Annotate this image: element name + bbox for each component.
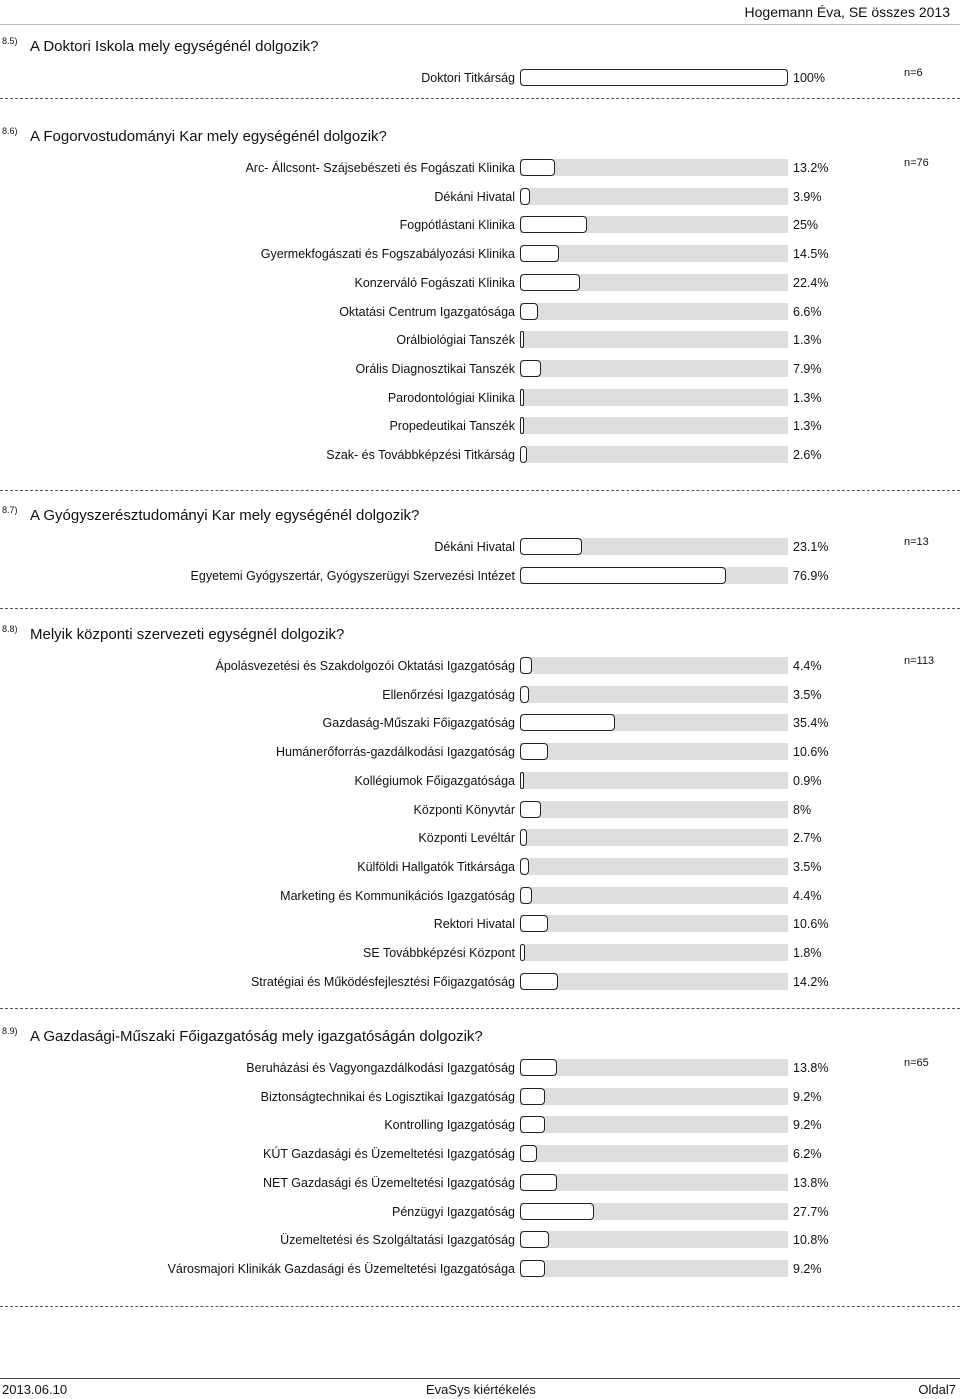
bar	[520, 1088, 545, 1105]
bar	[520, 973, 558, 990]
bar-row	[0, 685, 960, 705]
bar-value-label: 10.8%	[793, 1233, 829, 1247]
bar	[520, 1059, 557, 1076]
bar-value-label: 2.6%	[793, 448, 822, 462]
bar	[520, 245, 559, 262]
bar-track	[520, 714, 788, 731]
report-title: Hogemann Éva, SE összes 2013	[744, 4, 950, 20]
bar-track	[520, 743, 788, 760]
bar-value-label: 9.2%	[793, 1090, 822, 1104]
bar	[520, 360, 541, 377]
bar	[520, 446, 527, 463]
bar-category-label: Orálbiológiai Tanszék	[396, 333, 515, 347]
bar	[520, 417, 524, 434]
bar-value-label: 9.2%	[793, 1262, 822, 1276]
bar	[520, 1203, 594, 1220]
footer-rule	[0, 1378, 960, 1379]
bar	[520, 743, 548, 760]
sample-size: n=113	[904, 655, 935, 667]
bar-row	[0, 1259, 960, 1279]
bar-category-label: Arc- Állcsont- Szájsebészeti és Fogászati Klinika	[245, 161, 515, 175]
bar-row	[0, 244, 960, 264]
bar-row	[0, 537, 960, 557]
bar-category-label: Oktatási Centrum Igazgatósága	[339, 305, 515, 319]
bar	[520, 944, 525, 961]
bar-category-label: Kontrolling Igazgatóság	[384, 1118, 515, 1132]
bar-value-label: 1.3%	[793, 333, 822, 347]
bar-category-label: Stratégiai és Működésfejlesztési Főigazgatóság	[250, 975, 515, 989]
bar-track	[520, 1088, 788, 1105]
bar-category-label: Gyermekfogászati és Fogszabályozási Klinika	[260, 247, 515, 261]
bar-value-label: 3.5%	[793, 688, 822, 702]
bar-row	[0, 302, 960, 322]
sample-size: n=13	[904, 536, 929, 548]
bar-category-label: Biztonságtechnikai és Logisztikai Igazgatóság	[260, 1090, 515, 1104]
bar-category-label: Központi Levéltár	[418, 831, 515, 845]
section-divider	[0, 1008, 960, 1009]
bar-row	[0, 359, 960, 379]
bar-category-label: Fogpótlástani Klinika	[399, 218, 515, 232]
bar-track	[520, 446, 788, 463]
bar	[520, 801, 541, 818]
bar	[520, 331, 524, 348]
bar-value-label: 9.2%	[793, 1118, 822, 1132]
bar	[520, 216, 587, 233]
bar-track	[520, 360, 788, 377]
bar	[520, 1145, 537, 1162]
bar	[520, 1174, 557, 1191]
bar-row	[0, 1087, 960, 1107]
footer-date: 2013.06.10	[2, 1382, 68, 1397]
question-number: 8.5)	[2, 36, 18, 46]
bar-row	[0, 800, 960, 820]
bar-track	[520, 538, 788, 555]
bar-track	[520, 1231, 788, 1248]
bar	[520, 714, 615, 731]
bar-value-label: 27.7%	[793, 1205, 829, 1219]
bar-category-label: NET Gazdasági és Üzemeltetési Igazgatóság	[263, 1176, 515, 1190]
bar-category-label: Városmajori Klinikák Gazdasági és Üzemeltetési Igazgatósága	[167, 1262, 515, 1276]
bar-category-label: SE Továbbképzési Központ	[363, 946, 515, 960]
bar	[520, 159, 555, 176]
question-number: 8.9)	[2, 1026, 18, 1036]
bar-value-label: 23.1%	[793, 540, 829, 554]
bar-value-label: 13.8%	[793, 1061, 829, 1075]
bar-category-label: Szak- és Továbbképzési Titkárság	[326, 448, 515, 462]
bar-track	[520, 303, 788, 320]
bar-row	[0, 914, 960, 934]
bar-track	[520, 245, 788, 262]
bar-row	[0, 1173, 960, 1193]
bar	[520, 1260, 545, 1277]
bar-row	[0, 828, 960, 848]
bar-value-label: 10.6%	[793, 745, 829, 759]
bar-track	[520, 417, 788, 434]
footer-center: EvaSys kiértékelés	[426, 1382, 536, 1397]
bar-value-label: 10.6%	[793, 917, 829, 931]
bar-track	[520, 686, 788, 703]
bar-row	[0, 713, 960, 733]
bar-track	[520, 829, 788, 846]
bar-track	[520, 915, 788, 932]
bar-row	[0, 273, 960, 293]
bar	[520, 538, 582, 555]
bar-track	[520, 1174, 788, 1191]
bar-row	[0, 215, 960, 235]
bar	[520, 915, 548, 932]
bar-track	[520, 657, 788, 674]
bar-track	[520, 159, 788, 176]
bar-category-label: Marketing és Kommunikációs Igazgatóság	[280, 889, 515, 903]
bar-track	[520, 389, 788, 406]
bar-row	[0, 857, 960, 877]
bar-track	[520, 973, 788, 990]
bar-row	[0, 771, 960, 791]
bar	[520, 69, 788, 86]
question-number: 8.6)	[2, 126, 18, 136]
bar-row	[0, 388, 960, 408]
bar-track	[520, 1059, 788, 1076]
question-title: Melyik központi szervezeti egységnél dolgozik?	[30, 626, 345, 643]
bar-track	[520, 274, 788, 291]
bar-value-label: 6.2%	[793, 1147, 822, 1161]
bar-category-label: Parodontológiai Klinika	[387, 391, 515, 405]
bar	[520, 1231, 549, 1248]
bar-track	[520, 331, 788, 348]
bar-value-label: 13.2%	[793, 161, 829, 175]
sample-size: n=6	[904, 67, 923, 79]
bar-track	[520, 858, 788, 875]
bar-value-label: 1.3%	[793, 391, 822, 405]
bar-value-label: 1.8%	[793, 946, 822, 960]
bar-track	[520, 216, 788, 233]
bar-category-label: Kollégiumok Főigazgatósága	[354, 774, 515, 788]
bar-row	[0, 1115, 960, 1135]
bar-row	[0, 416, 960, 436]
bar	[520, 389, 524, 406]
bar-value-label: 7.9%	[793, 362, 822, 376]
bar-category-label: Beruházási és Vagyongazdálkodási Igazgatóság	[246, 1061, 515, 1075]
bar-category-label: Rektori Hivatal	[433, 917, 515, 931]
bar-value-label: 8%	[793, 803, 812, 817]
question-number: 8.8)	[2, 624, 18, 634]
question-title: A Doktori Iskola mely egységénél dolgozik?	[30, 38, 319, 55]
bar-category-label: Dékáni Hivatal	[434, 540, 515, 554]
bar-track	[520, 887, 788, 904]
bar-track	[520, 567, 788, 584]
bar-category-label: Üzemeltetési és Szolgáltatási Igazgatóság	[280, 1233, 515, 1247]
bar-row	[0, 1202, 960, 1222]
bar-value-label: 25%	[793, 218, 819, 232]
bar-value-label: 13.8%	[793, 1176, 829, 1190]
footer-page: Oldal7	[918, 1382, 956, 1397]
bar	[520, 686, 529, 703]
bar-category-label: Ápolásvezetési és Szakdolgozói Oktatási Igazgatóság	[215, 659, 515, 673]
bar-row	[0, 886, 960, 906]
bar-track	[520, 1260, 788, 1277]
bar	[520, 567, 726, 584]
bar-value-label: 0.9%	[793, 774, 822, 788]
bar-row	[0, 972, 960, 992]
bar-value-label: 14.2%	[793, 975, 829, 989]
bar-value-label: 2.7%	[793, 831, 822, 845]
bar-row	[0, 445, 960, 465]
bar-category-label: Külföldi Hallgatók Titkársága	[357, 860, 515, 874]
bar	[520, 1116, 545, 1133]
bar-category-label: Propedeutikai Tanszék	[389, 419, 515, 433]
bar-row	[0, 1144, 960, 1164]
sample-size: n=65	[904, 1057, 929, 1069]
bar-value-label: 100%	[793, 71, 825, 85]
header-rule	[0, 24, 960, 25]
bar-category-label: Doktori Titkárság	[421, 71, 515, 85]
bar-track	[520, 69, 788, 86]
bar	[520, 887, 532, 904]
section-divider	[0, 98, 960, 99]
bar-value-label: 4.4%	[793, 659, 822, 673]
bar-category-label: Orális Diagnosztikai Tanszék	[355, 362, 515, 376]
bar-category-label: KÚT Gazdasági és Üzemeltetési Igazgatóság	[263, 1147, 515, 1161]
question-title: A Gyógyszerésztudományi Kar mely egységénél dolgozik?	[30, 507, 420, 524]
bar	[520, 303, 538, 320]
bar-value-label: 3.9%	[793, 190, 822, 204]
bar	[520, 188, 530, 205]
bar-track	[520, 188, 788, 205]
question-number: 8.7)	[2, 505, 18, 515]
bar-category-label: Gazdaság-Műszaki Főigazgatóság	[322, 716, 515, 730]
bar-value-label: 14.5%	[793, 247, 829, 261]
bar-category-label: Humánerőforrás-gazdálkodási Igazgatóság	[275, 745, 515, 759]
bar-track	[520, 801, 788, 818]
bar	[520, 829, 527, 846]
bar-category-label: Központi Könyvtár	[413, 803, 515, 817]
bar-category-label: Dékáni Hivatal	[434, 190, 515, 204]
bar-value-label: 4.4%	[793, 889, 822, 903]
bar-track	[520, 772, 788, 789]
bar-value-label: 3.5%	[793, 860, 822, 874]
bar-value-label: 76.9%	[793, 569, 829, 583]
bar-value-label: 35.4%	[793, 716, 829, 730]
bar-row	[0, 1058, 960, 1078]
bar-row	[0, 68, 960, 88]
bar-category-label: Pénzügyi Igazgatóság	[391, 1205, 515, 1219]
bar-row	[0, 330, 960, 350]
bar	[520, 772, 524, 789]
bar-category-label: Konzerváló Fogászati Klinika	[354, 276, 515, 290]
bar-track	[520, 1116, 788, 1133]
bar-track	[520, 944, 788, 961]
sample-size: n=76	[904, 157, 929, 169]
section-divider	[0, 608, 960, 609]
bar-row	[0, 742, 960, 762]
bar-row	[0, 943, 960, 963]
section-divider	[0, 490, 960, 491]
bar-category-label: Egyetemi Gyógyszertár, Gyógyszerügyi Szervezési Intézet	[190, 569, 515, 583]
bar	[520, 858, 529, 875]
bar-value-label: 6.6%	[793, 305, 822, 319]
bar-row	[0, 656, 960, 676]
question-title: A Fogorvostudományi Kar mely egységénél dolgozik?	[30, 128, 387, 145]
bar-row	[0, 566, 960, 586]
question-title: A Gazdasági-Műszaki Főigazgatóság mely igazgatóságán dolgozik?	[30, 1028, 483, 1045]
bar-row	[0, 187, 960, 207]
bar-track	[520, 1145, 788, 1162]
bar-value-label: 1.3%	[793, 419, 822, 433]
bar-category-label: Ellenőrzési Igazgatóság	[382, 688, 515, 702]
bar-track	[520, 1203, 788, 1220]
bar-row	[0, 1230, 960, 1250]
bar-row	[0, 158, 960, 178]
section-divider	[0, 1306, 960, 1307]
bar-value-label: 22.4%	[793, 276, 829, 290]
bar	[520, 274, 580, 291]
bar	[520, 657, 532, 674]
